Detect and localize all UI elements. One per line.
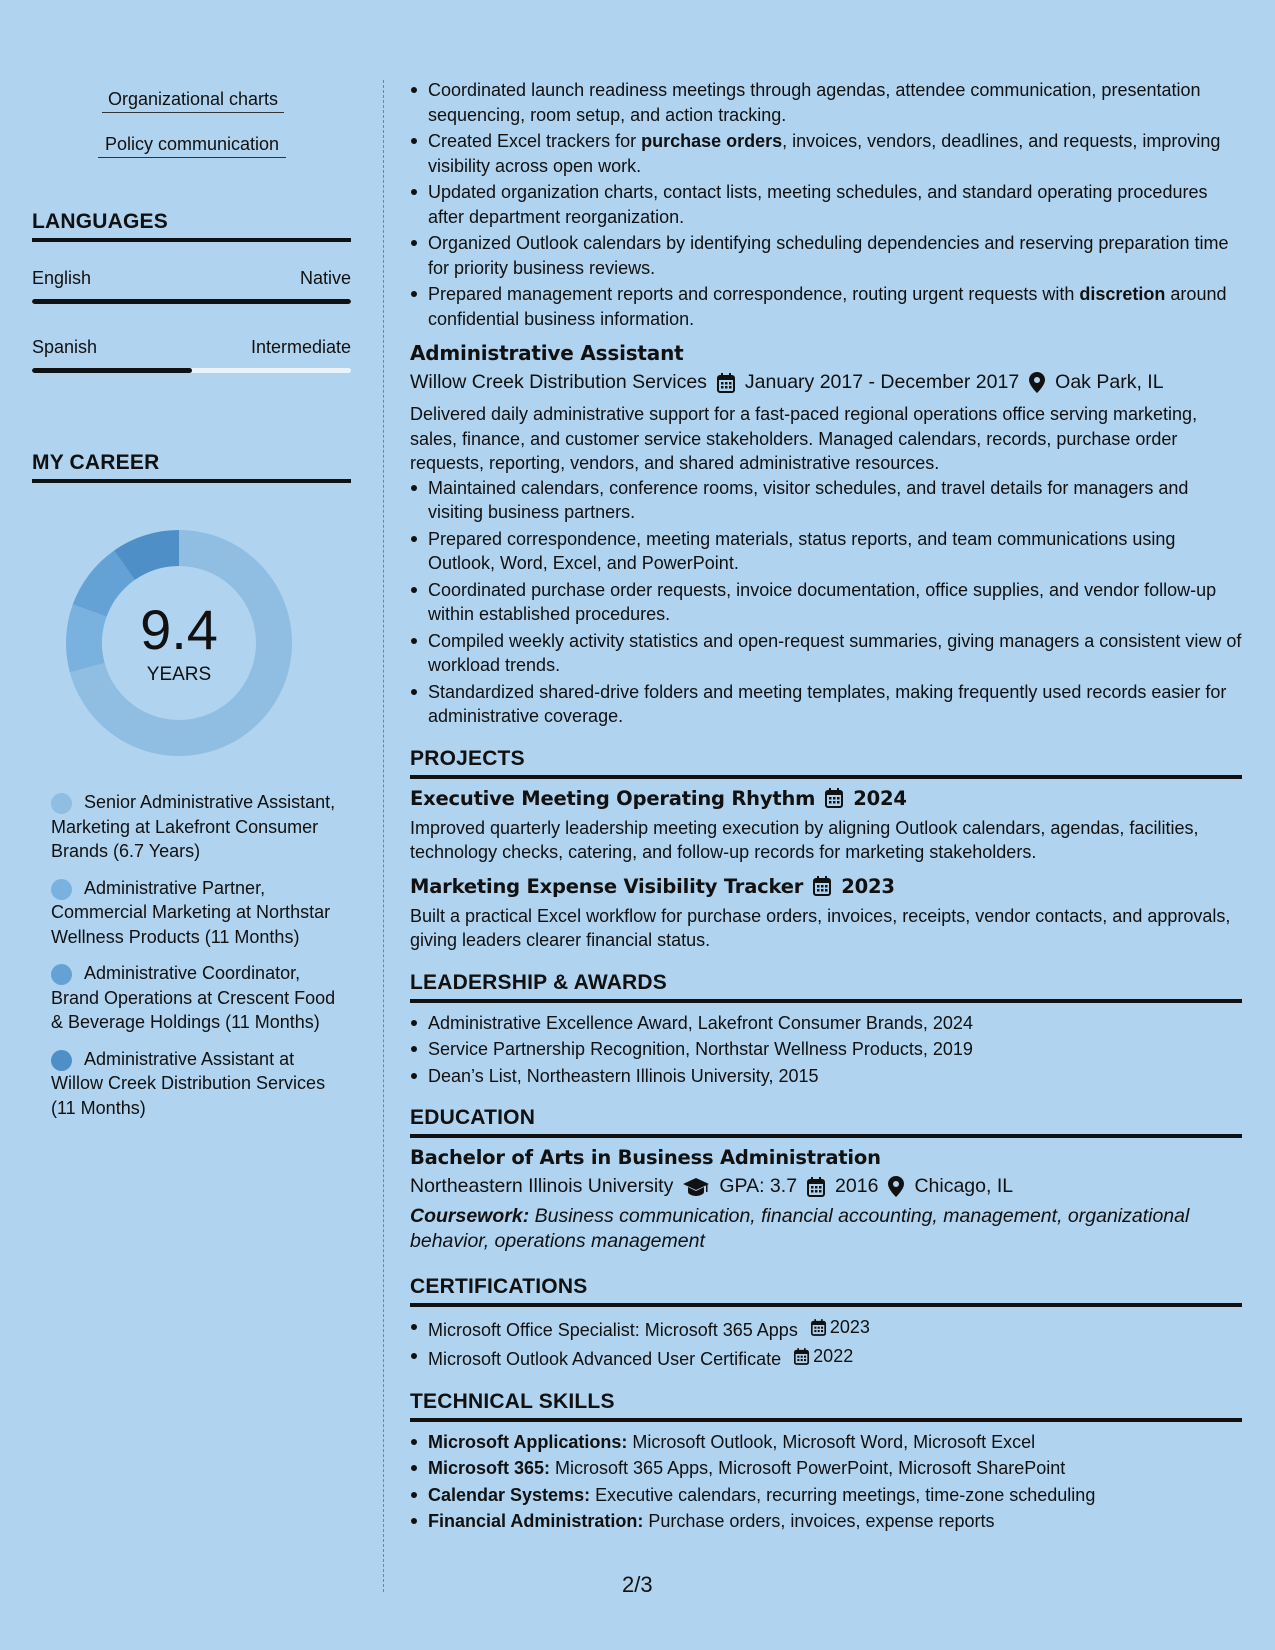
language-bar-fill — [32, 299, 351, 304]
career-years-unit: YEARS — [146, 664, 212, 685]
list-item: Organized Outlook calendars by identifying scheduling dependencies and reserving preparation time for priority business reviews. — [410, 231, 1242, 280]
list-item — [410, 1315, 1242, 1342]
list-item: Administrative Excellence Award, Lakefront Consumer Brands, 2024 — [410, 1011, 1242, 1036]
list-item: Microsoft 365: Microsoft 365 Apps, Microsoft PowerPoint, Microsoft SharePoint — [410, 1456, 1242, 1481]
technical-skills-list — [410, 1430, 1242, 1534]
career-item — [51, 790, 341, 864]
calendar-icon — [717, 373, 735, 393]
education-school: Northeastern Illinois University — [410, 1175, 674, 1197]
list-item: Maintained calendars, conference rooms, visitor schedules, and travel details for managers and visiting business partners. — [410, 476, 1242, 525]
calendar-icon — [825, 788, 843, 808]
projects-heading: PROJECTS — [410, 747, 1242, 779]
career-item-label: Senior Administrative Assistant, Marketing at Lakefront Consumer Brands (6.7 Years) — [51, 792, 336, 861]
career-legend — [51, 790, 341, 1132]
graduation-cap-icon — [683, 1178, 709, 1196]
certification-name: Microsoft Outlook Advanced User Certificate — [428, 1349, 782, 1369]
previous-role-bullets — [410, 78, 1242, 331]
project-year: 2024 — [853, 786, 907, 810]
job-location: Oak Park, IL — [1055, 371, 1164, 393]
project-title: Marketing Expense Visibility Tracker 2023 — [410, 874, 895, 898]
language-level: Intermediate — [250, 337, 351, 357]
career-item-label: Administrative Assistant at Willow Creek Distribution Services (11 Months) — [51, 1048, 326, 1118]
education-location: Chicago, IL — [914, 1175, 1014, 1197]
certification-year: 2022 — [813, 1346, 854, 1367]
legend-dot — [51, 879, 72, 900]
list-item: Dean’s List, Northeastern Illinois University, 2015 — [410, 1064, 1242, 1089]
job-title: Administrative Assistant — [410, 341, 684, 365]
list-item: Calendar Systems: Executive calendars, recurring meetings, time-zone scheduling — [410, 1483, 1242, 1508]
list-item: Prepared management reports and correspondence, routing urgent requests with discretion around confidential business information. — [410, 282, 1242, 331]
awards-heading: LEADERSHIP & AWARDS — [410, 971, 1242, 1003]
list-item: Coordinated purchase order requests, invoice documentation, office supplies, and vendor follow-up within established procedures. — [410, 578, 1242, 627]
legend-dot — [51, 793, 72, 814]
language-row-english — [32, 268, 351, 289]
sidebar — [32, 0, 351, 1650]
job-dates: January 2017 - December 2017 — [744, 371, 1020, 393]
education-meta — [410, 1175, 1242, 1198]
project-description: Improved quarterly leadership meeting execution by aligning Outlook calendars, agendas, facilities, technology checks, catering, and follow-up records for marketing stakeholders. — [410, 817, 1199, 862]
page-number: 2/3 — [622, 1572, 653, 1597]
certifications-heading: CERTIFICATIONS — [410, 1275, 1242, 1307]
calendar-icon — [813, 876, 831, 896]
project-year: 2023 — [841, 874, 895, 898]
certification-name: Microsoft Office Specialist: Microsoft 365 Apps — [428, 1319, 798, 1340]
career-total-years: 9.4 — [140, 598, 218, 661]
legend-dot — [51, 1050, 72, 1071]
language-bar-fill — [32, 368, 192, 373]
career-item — [51, 1047, 341, 1121]
list-item: Updated organization charts, contact lists, meeting schedules, and standard operating procedures after department reorganization. — [410, 180, 1242, 229]
column-divider — [383, 80, 384, 1592]
donut-center — [66, 530, 292, 756]
job-description: Delivered daily administrative support for a fast-paced regional operations office serving marketing, sales, finance, and customer service stakeholders. Managed calendars, records, purchase order requests, reporting, vendors, and shared administrative resources. — [410, 404, 1198, 473]
education-degree: Bachelor of Arts in Business Administration — [410, 1146, 881, 1169]
career-item-label: Administrative Coordinator, Brand Operations at Crescent Food & Beverage Holdings (11 Months) — [51, 963, 336, 1032]
list-item: Compiled weekly activity statistics and open-request summaries, giving managers a consistent view of workload trends. — [410, 629, 1242, 678]
list-item: Microsoft Applications: Microsoft Outlook, Microsoft Word, Microsoft Excel — [410, 1430, 1242, 1455]
career-heading: MY CAREER — [32, 451, 351, 483]
skill-organizational-charts: Organizational charts — [102, 89, 284, 113]
education-heading: EDUCATION — [410, 1106, 1242, 1138]
awards-list — [410, 1011, 1242, 1089]
list-item — [410, 1344, 1242, 1371]
calendar-icon — [811, 1319, 826, 1336]
skill-policy-communication: Policy communication — [98, 134, 286, 158]
list-item: Financial Administration: Purchase orders, invoices, expense reports — [410, 1509, 1242, 1534]
list-item: Standardized shared-drive folders and meeting templates, making frequently used records easier for administrative coverage. — [410, 680, 1242, 729]
legend-dot — [51, 964, 72, 985]
language-bar-english — [32, 299, 351, 304]
language-row-spanish — [32, 337, 351, 358]
calendar-icon — [807, 1177, 825, 1197]
job-company: Willow Creek Distribution Services — [410, 371, 707, 393]
education-gpa: GPA: 3.7 — [719, 1175, 798, 1197]
certifications-list — [410, 1315, 1242, 1372]
job-meta — [410, 371, 1242, 394]
language-name: Spanish — [32, 337, 98, 357]
language-bar-spanish — [32, 368, 351, 373]
job-bullets — [410, 476, 1242, 729]
certification-year: 2023 — [829, 1317, 870, 1337]
career-item-label: Administrative Partner, Commercial Marketing at Northstar Wellness Products (11 Months) — [51, 877, 331, 947]
education-year: 2016 — [835, 1175, 879, 1197]
list-item: Coordinated launch readiness meetings through agendas, attendee communication, presentation sequencing, room setup, and action tracking. — [410, 78, 1242, 127]
career-item — [51, 876, 341, 950]
calendar-icon — [794, 1348, 809, 1365]
language-level: Native — [299, 268, 351, 288]
location-pin-icon — [1029, 372, 1045, 393]
languages-heading: LANGUAGES — [32, 210, 351, 242]
list-item: Created Excel trackers for purchase orders, invoices, vendors, deadlines, and requests, improving visibility across open work. — [410, 129, 1242, 178]
career-item — [51, 961, 341, 1035]
project-description: Built a practical Excel workflow for purchase orders, invoices, receipts, vendor contacts, and approvals, giving leaders clearer financial status. — [410, 905, 1231, 950]
list-item: Prepared correspondence, meeting materials, status reports, and team communications using Outlook, Word, Excel, and PowerPoint. — [410, 527, 1242, 576]
project-title: Executive Meeting Operating Rhythm 2024 — [410, 786, 907, 810]
main-column — [410, 78, 1242, 1536]
career-donut-chart — [66, 530, 292, 756]
list-item: Service Partnership Recognition, Northstar Wellness Products, 2019 — [410, 1037, 1242, 1062]
education-coursework: Coursework: Business communication, financial accounting, management, organizational behavior, operations management — [410, 1205, 1190, 1252]
technical-skills-heading: TECHNICAL SKILLS — [410, 1390, 1242, 1422]
language-name: English — [32, 268, 92, 288]
location-pin-icon — [888, 1176, 904, 1197]
